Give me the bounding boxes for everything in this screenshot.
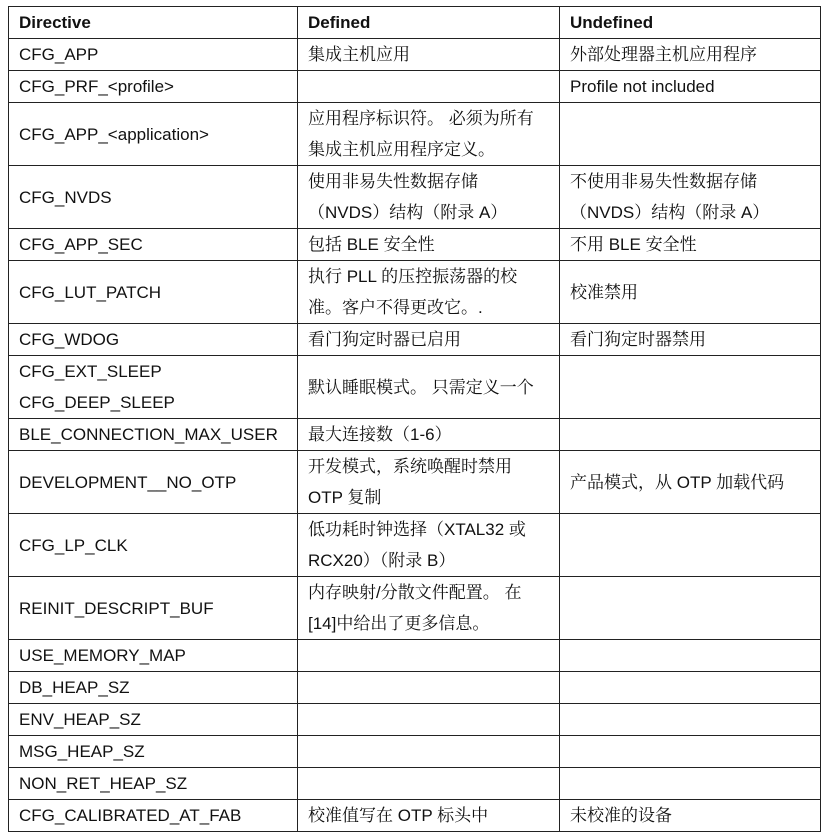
directive-cell: CFG_WDOG	[9, 324, 298, 356]
defined-cell: 集成主机应用	[298, 39, 560, 71]
header-defined: Defined	[298, 7, 560, 39]
undefined-cell	[560, 704, 821, 736]
table-row	[9, 419, 821, 451]
defined-cell	[298, 640, 560, 672]
undefined-cell	[560, 672, 821, 704]
directive-cell: CFG_PRF_<profile>	[9, 71, 298, 103]
defined-cell: 执行 PLL 的压控振荡器的校 准。客户不得更改它。.	[298, 261, 560, 324]
table-row	[9, 577, 821, 640]
defined-cell	[298, 704, 560, 736]
undefined-cell: 未校准的设备	[560, 800, 821, 832]
undefined-cell	[560, 768, 821, 800]
header-directive: Directive	[9, 7, 298, 39]
undefined-cell: 不使用非易失性数据存储 （NVDS）结构（附录 A）	[560, 166, 821, 229]
table-row	[9, 356, 821, 419]
table-row	[9, 229, 821, 261]
directive-cell: NON_RET_HEAP_SZ	[9, 768, 298, 800]
table-row	[9, 800, 821, 832]
undefined-cell	[560, 419, 821, 451]
undefined-cell	[560, 736, 821, 768]
table-row	[9, 103, 821, 166]
directive-cell: USE_MEMORY_MAP	[9, 640, 298, 672]
defined-cell	[298, 736, 560, 768]
undefined-cell: Profile not included	[560, 71, 821, 103]
directive-cell: ENV_HEAP_SZ	[9, 704, 298, 736]
table-row	[9, 166, 821, 229]
table-row	[9, 324, 821, 356]
directives-table	[8, 6, 821, 832]
undefined-cell	[560, 356, 821, 419]
table-row	[9, 451, 821, 514]
directive-cell: DB_HEAP_SZ	[9, 672, 298, 704]
undefined-cell: 产品模式，从 OTP 加载代码	[560, 451, 821, 514]
header-undefined: Undefined	[560, 7, 821, 39]
directive-cell: CFG_LUT_PATCH	[9, 261, 298, 324]
undefined-cell	[560, 514, 821, 577]
directive-cell: CFG_NVDS	[9, 166, 298, 229]
directive-cell: DEVELOPMENT__NO_OTP	[9, 451, 298, 514]
directive-cell: CFG_LP_CLK	[9, 514, 298, 577]
defined-cell: 看门狗定时器已启用	[298, 324, 560, 356]
defined-cell	[298, 672, 560, 704]
defined-cell: 使用非易失性数据存储 （NVDS）结构（附录 A）	[298, 166, 560, 229]
defined-cell	[298, 71, 560, 103]
defined-cell	[298, 768, 560, 800]
table-row	[9, 672, 821, 704]
directive-cell: CFG_APP_<application>	[9, 103, 298, 166]
directive-cell: CFG_CALIBRATED_AT_FAB	[9, 800, 298, 832]
table-row	[9, 736, 821, 768]
table-row	[9, 640, 821, 672]
table-row	[9, 768, 821, 800]
directive-cell: CFG_APP	[9, 39, 298, 71]
table-row	[9, 71, 821, 103]
directive-cell: MSG_HEAP_SZ	[9, 736, 298, 768]
defined-cell: 开发模式，系统唤醒时禁用 OTP 复制	[298, 451, 560, 514]
undefined-cell: 校准禁用	[560, 261, 821, 324]
table-row	[9, 514, 821, 577]
defined-cell: 应用程序标识符。 必须为所有 集成主机应用程序定义。	[298, 103, 560, 166]
header-row	[9, 7, 821, 39]
table-row	[9, 39, 821, 71]
table-row	[9, 261, 821, 324]
directive-cell: CFG_APP_SEC	[9, 229, 298, 261]
defined-cell: 内存映射/分散文件配置。 在 [14]中给出了更多信息。	[298, 577, 560, 640]
directive-cell: BLE_CONNECTION_MAX_USER	[9, 419, 298, 451]
undefined-cell	[560, 640, 821, 672]
defined-cell: 低功耗时钟选择（XTAL32 或 RCX20）（附录 B）	[298, 514, 560, 577]
directive-cell: REINIT_DESCRIPT_BUF	[9, 577, 298, 640]
defined-cell: 默认睡眠模式。 只需定义一个	[298, 356, 560, 419]
defined-cell: 校准值写在 OTP 标头中	[298, 800, 560, 832]
defined-cell: 最大连接数（1-6）	[298, 419, 560, 451]
defined-cell: 包括 BLE 安全性	[298, 229, 560, 261]
undefined-cell: 不用 BLE 安全性	[560, 229, 821, 261]
undefined-cell	[560, 103, 821, 166]
directive-cell: CFG_EXT_SLEEP CFG_DEEP_SLEEP	[9, 356, 298, 419]
undefined-cell: 看门狗定时器禁用	[560, 324, 821, 356]
undefined-cell	[560, 577, 821, 640]
table-body	[9, 39, 821, 832]
table-row	[9, 704, 821, 736]
undefined-cell: 外部处理器主机应用程序	[560, 39, 821, 71]
